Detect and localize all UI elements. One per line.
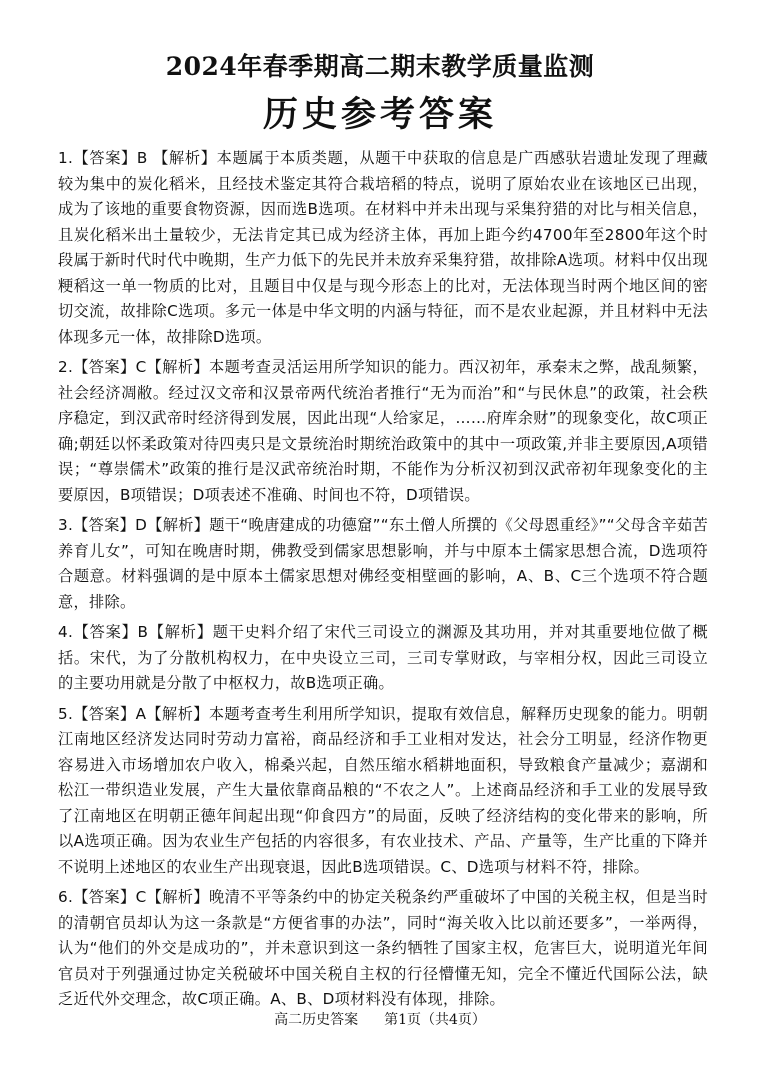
answer-item-5	[58, 702, 708, 881]
answer-text: 6.【答案】C【解析】晚清不平等条约中的协定关税条约严重破坏了中国的关税主权，但是当时的清朝官员却认为这一条款是“方便省事的办法”，同时“海关收入比以前还要多”，一举两得，认为“他们的外交是成功的”，并未意识到这一条约牺牲了国家主权，危害巨大，说明道光年间官员对于列强通过协定关税破坏中国关税自主权的行径懵懂无知，完全不懂近代国际公法，缺乏近代外交理念，故C项正确。A、B、D项材料没有体现，排除。	[58, 888, 708, 1008]
answer-item-2	[58, 355, 708, 508]
answer-text: 2.【答案】C【解析】本题考查灵活运用所学知识的能力。西汉初年，承秦末之弊，战乱频繁，社会经济凋敝。经过汉文帝和汉景帝两代统治者推行“无为而治”和“与民休息”的政策，社会秩序稳定，到汉武帝时经济得到发展，因此出现“人给家足，……府库余财”的现象变化，故C项正确;朝廷以怀柔政策对待四夷只是文景统治时期统治政策中的其中一项政策,并非主要原因,A项错误；“尊崇儒术”政策的推行是汉武帝统治时期，不能作为分析汉初到汉武帝初年现象变化的主要原因，B项错误；D项表述不准确、时间也不符，D项错误。	[58, 358, 708, 504]
answer-list	[58, 146, 708, 1018]
answer-text: 1.【答案】B 【解析】本题属于本质类题，从题干中获取的信息是广西感驮岩遗址发现了理藏较为集中的炭化稻米，且经技术鉴定其符合栽培稻的特点，说明了原始农业在该地区已出现，成为了该地的重要食物资源，因而选B选项。在材料中并未出现与采集狩猎的对比与相关信息，且炭化稻米出土量较少，无法肯定其已成为经济主体，再加上距今约4700年至2800年这个时段属于新时代时代中晚期，生产力低下的先民并未放弃采集狩猎，故排除A选项。材料中仅出现粳稻这一单一物质的比对，且题目中仅是与现今形态上的比对，无法体现当时两个地区间的密切交流，故排除C选项。多元一体是中华文明的内涵与特征，而不是农业起源，并且材料中无法体现多元一体，故排除D选项。	[58, 149, 708, 346]
answer-text: 3.【答案】D【解析】题干“晚唐建成的功德窟”“东土僧人所撰的《父母恩重经》”“父母含辛茹苦养育儿女”，可知在晚唐时期，佛教受到儒家思想影响，并与中原本土儒家思想合流，D选项符合题意。材料强调的是中原本土儒家思想对佛经变相壁画的影响，A、B、C三个选项不符合题意，排除。	[58, 516, 708, 611]
exam-title: 2024年春季期高二期末教学质量监测	[165, 52, 595, 81]
page-footer	[0, 1011, 760, 1029]
answer-item-3	[58, 513, 708, 615]
answer-item-4	[58, 620, 708, 697]
answer-text: 4.【答案】B【解析】题干史料介绍了宋代三司设立的渊源及其功用，并对其重要地位做了概括。宋代，为了分散机构权力，在中央设立三司，三司专掌财政，与宰相分权，因此三司设立的主要功用就是分散了中枢权力，故B选项正确。	[58, 623, 708, 692]
document-title: 历史参考答案	[262, 94, 497, 135]
answer-text: 5.【答案】A【解析】本题考查考生利用所学知识，提取有效信息，解释历史现象的能力。明朝江南地区经济发达同时劳动力富裕，商品经济和手工业相对发达，社会分工明显，经济作物更容易进入市场增加农户收入，棉桑兴起，自然压缩水稻耕地面积，导致粮食产量减少；嘉湖和松江一带织造业发展，产生大量依靠商品粮的“不农之人”。上述商品经济和手工业的发展导致了江南地区在明朝正德年间起出现“仰食四方”的局面，反映了经济结构的变化带来的影响，所以A选项正确。因为农业生产包括的内容很多，有农业技术、产品、产量等，生产比重的下降并不说明上述地区的农业生产出现衰退，因此B选项错误。C、D选项与材料不符，排除。	[58, 704, 708, 876]
footer-page-number: 第1页（共4页）	[384, 1012, 486, 1028]
footer-subject: 高二历史答案	[274, 1012, 359, 1028]
answer-item-1	[58, 146, 708, 350]
answer-item-6	[58, 885, 708, 1013]
